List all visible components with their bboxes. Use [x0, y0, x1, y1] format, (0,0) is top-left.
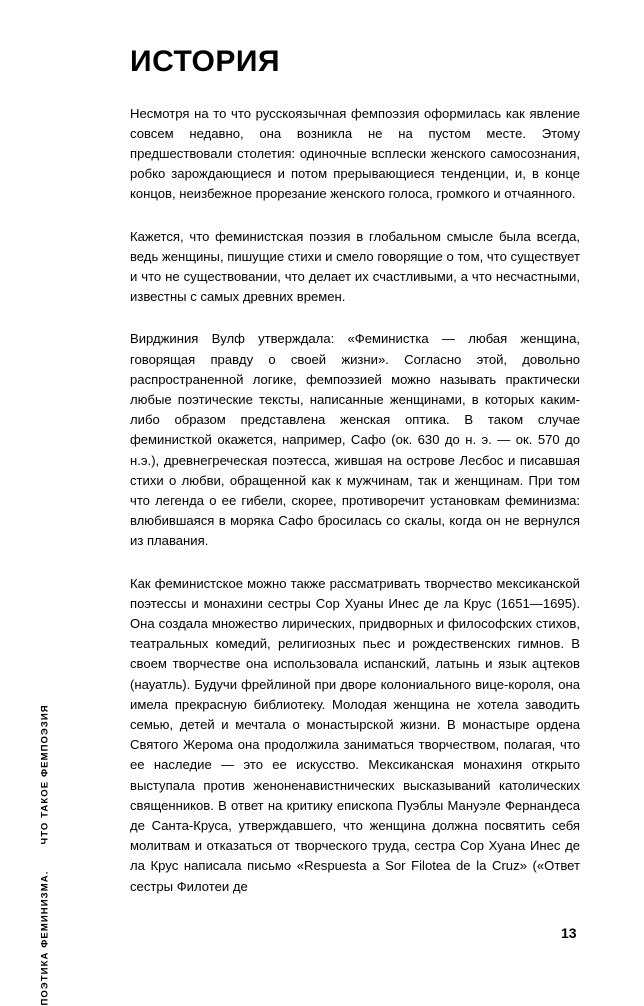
body-paragraph: Вирджиния Вулф утверждала: «Феминистка — любая женщина, говорящая правду о своей жизни». Согласно этой, довольно распространенной логике, фемпоэзией можно называть практически любые поэтические тексты, написанные женщинами, в которых каким-либо образом представлена женская оптика. В таком случае феминисткой окажется, например, Сафо (ок. 630 до н. э. — ок. 570 до н.э.), древнегреческая поэтесса, жившая на острове Лесбос и писавшая стихи о любви, обращенной как к мужчинам, так и женщинам. При том что легенда о ее гибели, скорее, противоречит установкам феминизма: влюбившаяся в моряка Сафо бросилась со скалы, когда он не вернулся из плавания. — [130, 331, 580, 549]
running-head-right: ЧТО ТАКОЕ ФЕМПОЭЗИЯ — [39, 704, 51, 845]
page-number: 13 — [561, 925, 577, 941]
body-paragraph: Кажется, что феминистская поэзия в глобальном смысле была всегда, ведь женщины, пишущие стихи и смело говорящие о том, что существует и что не существовании, что делает их счастливыми, а что несчастными, известны с самых древних времен. — [130, 228, 580, 305]
body-paragraph: Несмотря на то что русскоязычная фемпоэзия оформилась как явление совсем недавно, она возникла не на пустом месте. Этому предшествовали столетия: одиночные всплески женского самосознания, робко зарождающиеся и потом прерывающиеся тенденции, и, в конце концов, неизбежное прорезание женского голоса, громкого и отчаянного. — [130, 105, 580, 202]
page-content — [130, 46, 580, 897]
running-head-text — [40, 206, 51, 1006]
page-title: ИСТОРИЯ — [130, 45, 281, 78]
body-paragraph: Как феминистское можно также рассматривать творчество мексиканской поэтессы и монахини сестры Сор Хуаны Инес де ла Крус (1651—1695). Она создала множество лирических, придворных и философских стихов, театральных комедий, религиозных пьес и рождественских гимнов. В своем творчестве она использовала испанский, латынь и язык ацтеков (науатль). Будучи фрейлиной при дворе колониального вице-короля, она имела прекрасную библиотеку. Молодая женщина не хотела заводить семью, детей и мечтала о монастырской жизни. В монастыре ордена Святого Жерома она продолжила заниматься творчеством, полагая, что ее наследие — это ее искусство. Мексиканская монахиня открыто выступала против женоненавистнических высказываний католических священников. В ответ на критику епископа Пуэблы Мануэле Фернандеса де Санта-Круса, утверждавшего, что женщина должна посвятить себя молитвам и отказаться от творческого труда, сестра Сор Хуана Инес де ла Крус написала письмо «Respuesta a Sor Filotea de la Cruz» («Ответ сестры Филотеи де — [130, 575, 580, 894]
running-head-left: ПОЭТИКА ФЕМИНИЗМА. — [39, 870, 51, 1006]
running-head — [0, 0, 60, 1006]
